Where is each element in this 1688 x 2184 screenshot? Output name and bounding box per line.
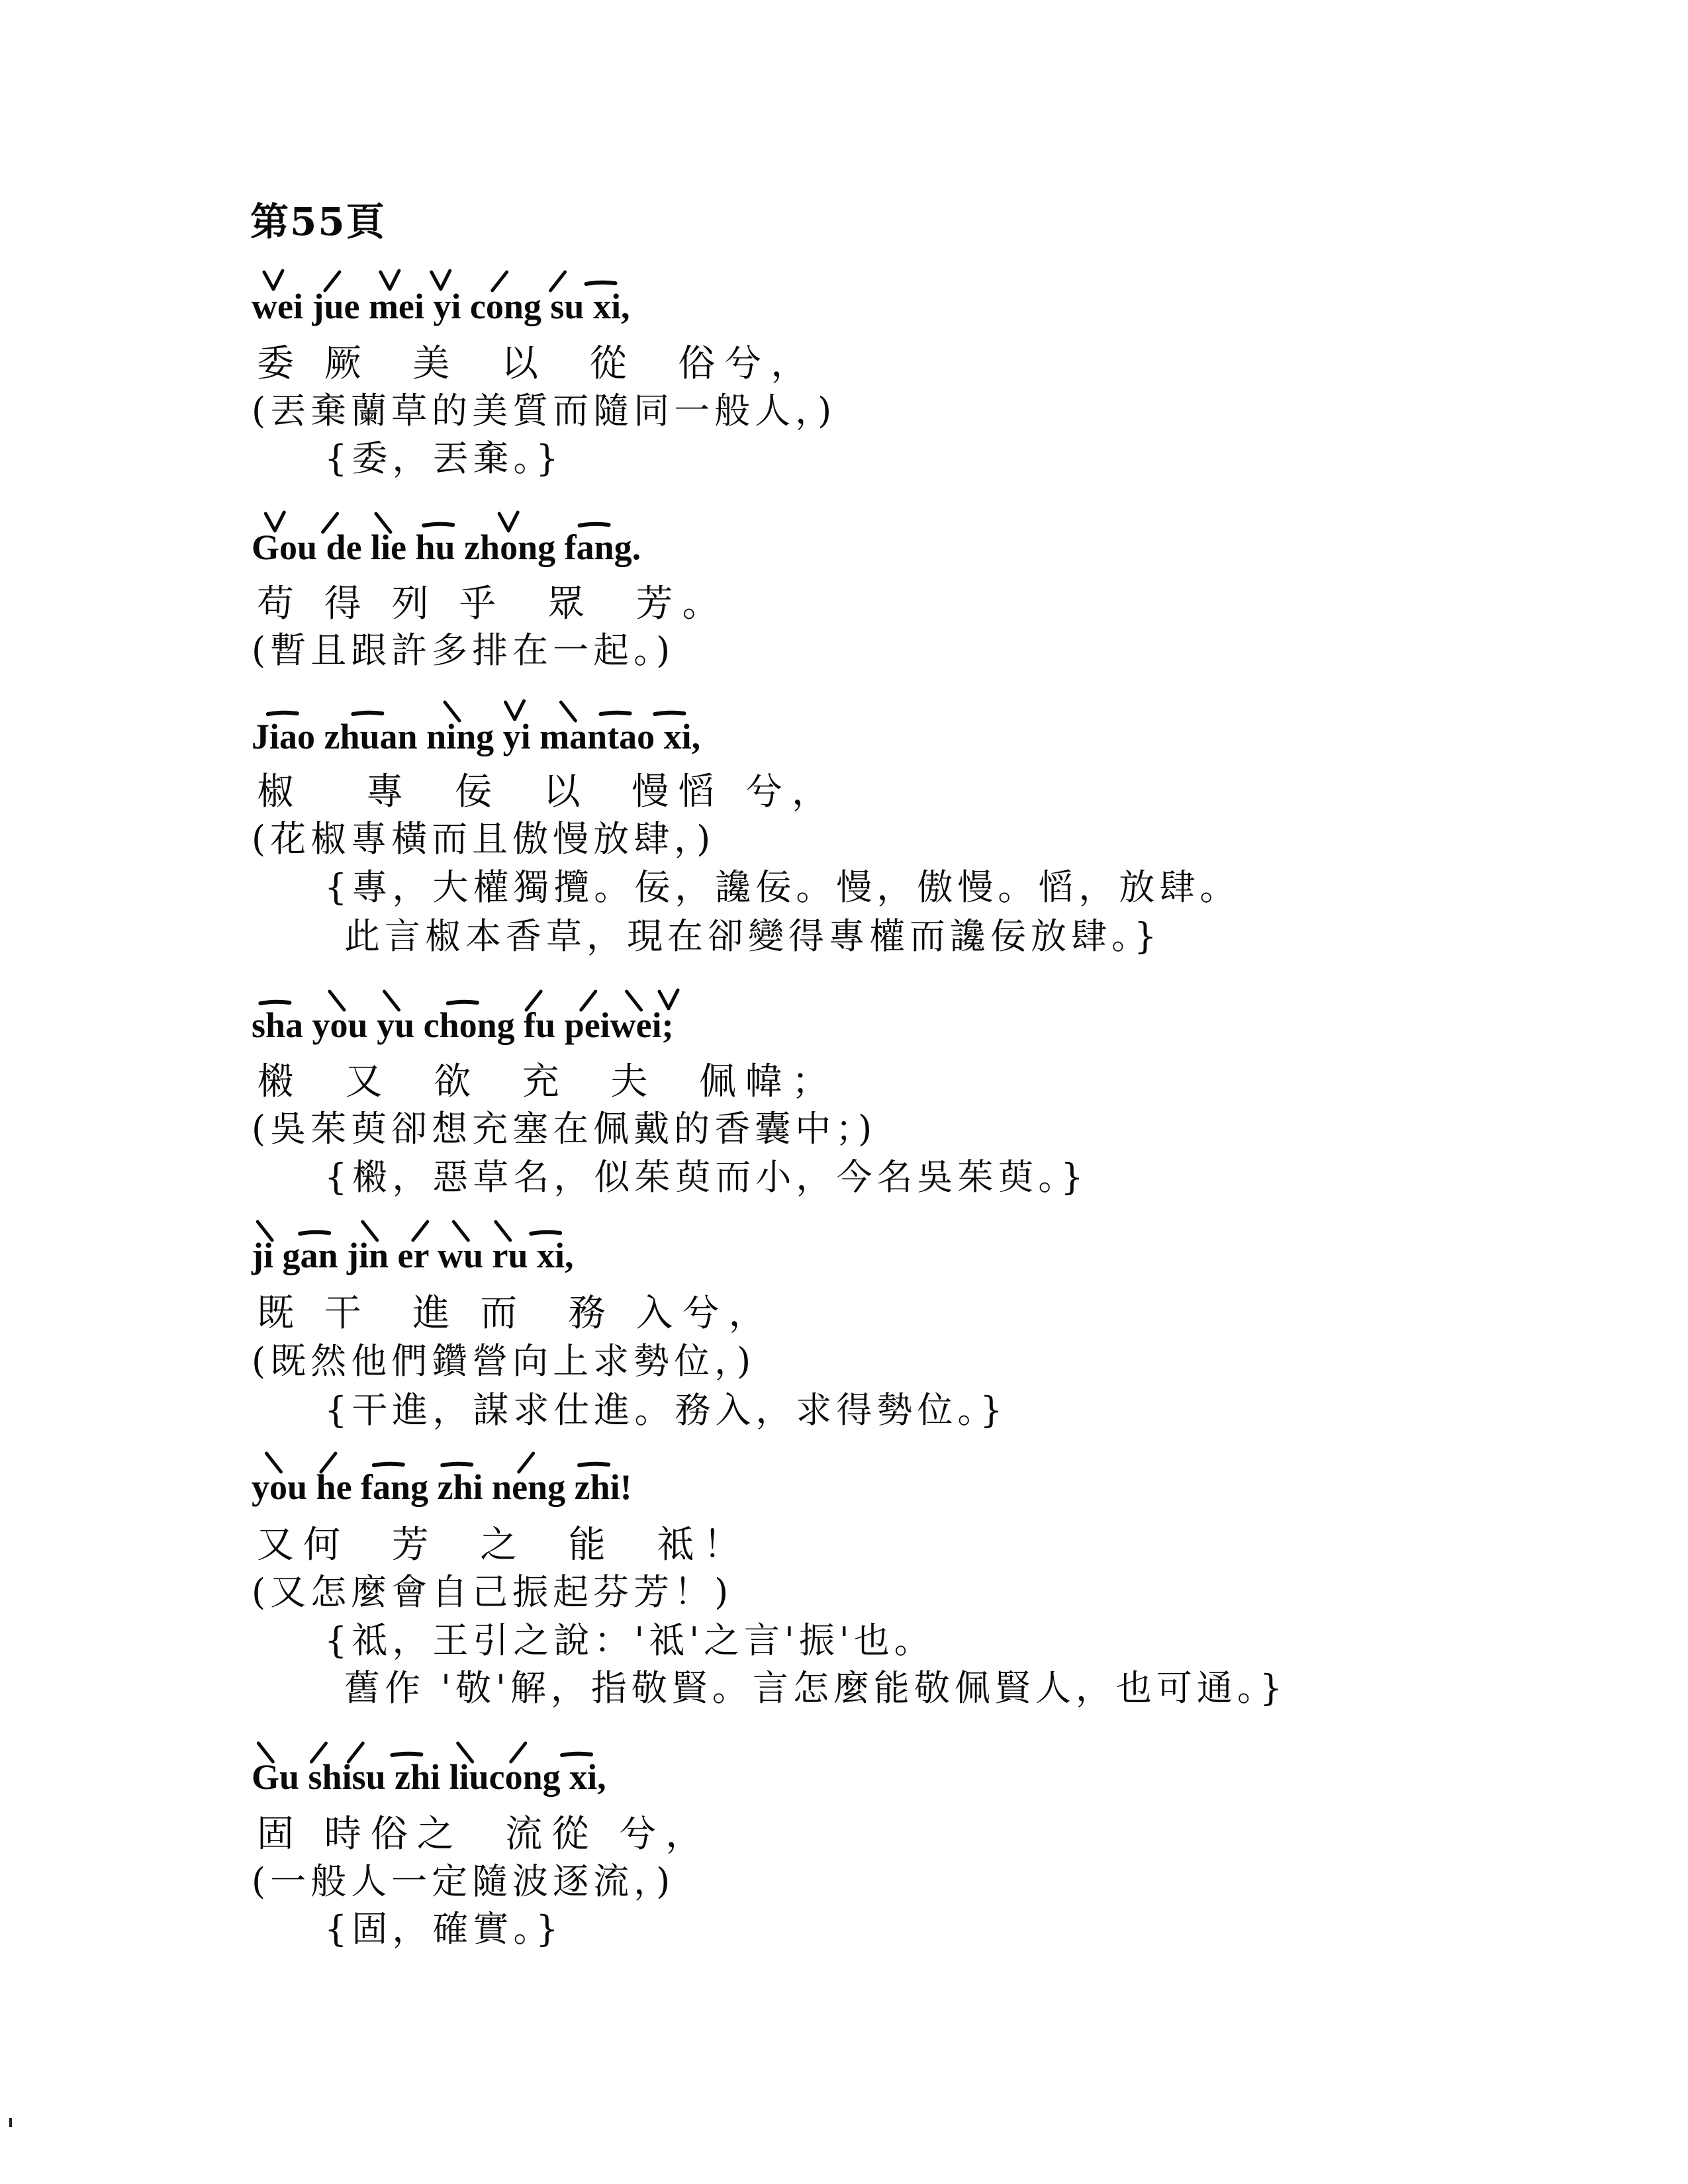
tone-mark — [353, 713, 382, 714]
hanzi-line: 委 厥 美 以 從 俗兮， — [257, 342, 818, 385]
translation-line: (又怎麼會自己振起芬芳！) — [252, 1571, 733, 1613]
tone-mark — [655, 713, 684, 714]
pinyin-line: Gou de lie hu zhong fang. — [252, 527, 641, 567]
tone-mark — [268, 713, 297, 714]
tone-mark — [300, 1232, 329, 1234]
hanzi-line: 固 時俗之 流從 兮， — [257, 1813, 712, 1856]
tone-mark — [442, 1464, 471, 1465]
pinyin-line: wei jue mei yi cong su xi, — [252, 287, 630, 326]
translation-line: (暫且跟許多排在一起。) — [252, 629, 675, 671]
tone-mark — [392, 1754, 421, 1755]
annotation-line: {固，確實。} — [324, 1908, 563, 1950]
translation-line: (丟棄蘭草的美質而隨同一般人，) — [252, 390, 837, 432]
hanzi-line: 樧 又 欲 充 夫 佩幃； — [257, 1060, 839, 1103]
hanzi-line: 既 干 進 而 務 入兮， — [257, 1292, 775, 1335]
tone-mark — [579, 1464, 608, 1465]
translation-line: (吳茱萸卻想充塞在佩戴的香囊中；) — [252, 1108, 877, 1150]
pinyin-line: you he fang zhi neng zhi! — [252, 1467, 632, 1507]
tone-mark — [531, 1232, 560, 1234]
annotation-line: 舊作 '敬'解，指敬賢。言怎麼能敬佩賢人，也可通。} — [344, 1667, 1288, 1709]
annotation-line: {干進，謀求仕進。務入，求得勢位。} — [324, 1389, 1008, 1431]
pinyin-line: ji gan jin er wu ru xi, — [252, 1236, 574, 1275]
translation-line: (既然他們鑽營向上求勢位，) — [252, 1340, 756, 1382]
scan-speck — [9, 2118, 12, 2127]
tone-mark — [424, 524, 453, 525]
pinyin-line: sha you yu chong fu peiwei; — [252, 1005, 674, 1045]
translation-line: (花椒專橫而且傲慢放肆，) — [252, 818, 716, 860]
annotation-line: 此言椒本香草，現在卻變得專權而讒佞放肆。} — [344, 915, 1162, 957]
hanzi-line: 苟 得 列 乎 眾 芳。 — [257, 582, 729, 625]
annotation-line: {專，大權獨攬。佞，讒佞。慢，傲慢。慆，放肆。 — [324, 866, 1241, 908]
tone-mark — [448, 1002, 477, 1003]
tone-mark — [374, 1464, 403, 1465]
annotation-line: {祗，王引之說：'祗'之言'振'也。 — [324, 1619, 935, 1661]
hanzi-line: 椒 專 佞 以 慢慆 兮， — [257, 770, 839, 813]
annotation-line: {委，丟棄。} — [324, 437, 563, 479]
pinyin-line: Gu shisu zhi liucong xi, — [252, 1757, 606, 1797]
tone-mark — [562, 1754, 591, 1755]
tone-mark — [580, 524, 609, 525]
tone-mark — [601, 713, 630, 714]
pinyin-line: Jiao zhuan ning yi mantao xi, — [252, 717, 701, 756]
translation-line: (一般人一定隨波逐流，) — [252, 1860, 675, 1902]
tone-mark — [586, 283, 616, 284]
annotation-line: {樧，惡草名，似茱萸而小，今名吳茱萸。} — [324, 1156, 1088, 1198]
hanzi-line: 又何 芳 之 能 祗！ — [257, 1524, 750, 1567]
tone-mark — [260, 1002, 289, 1003]
page-number: 第55頁 — [250, 199, 386, 244]
